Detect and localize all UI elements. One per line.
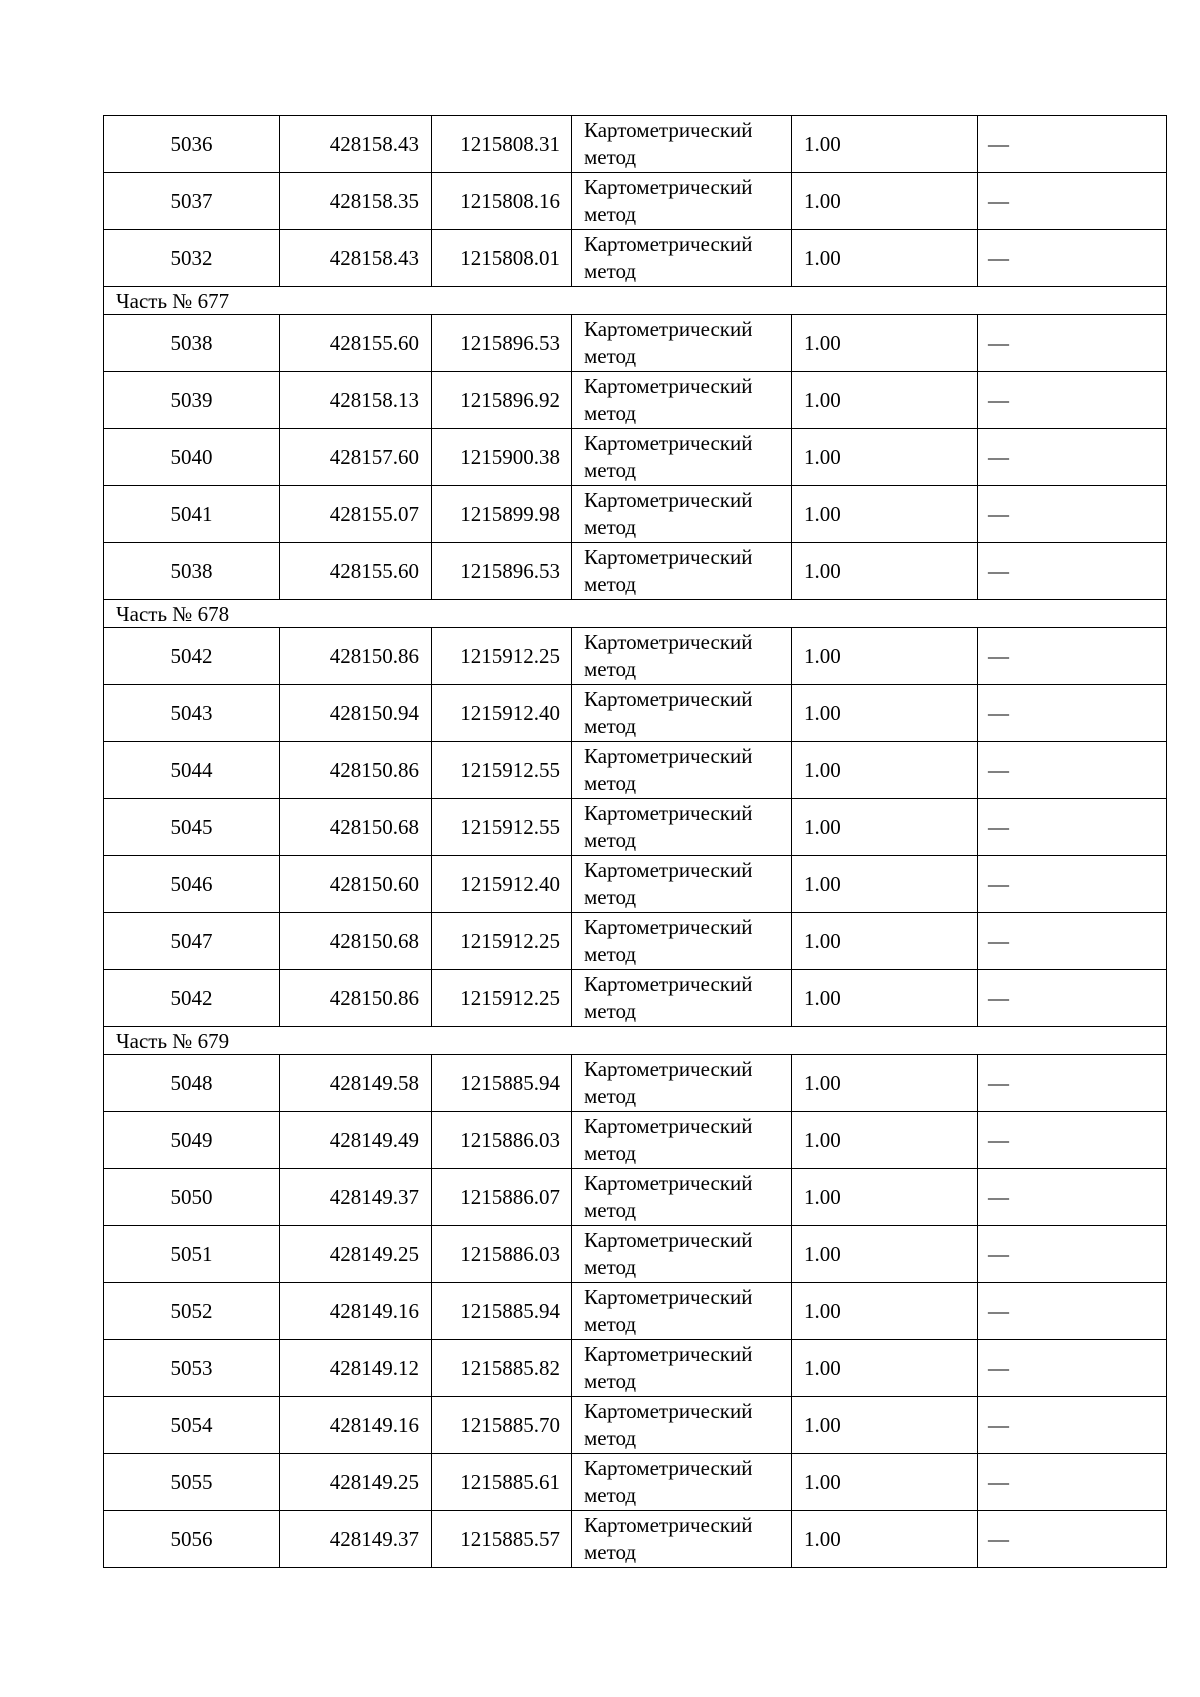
accuracy-cell: 1.00 [792, 486, 978, 543]
point-number-cell: 5046 [104, 856, 280, 913]
y-coordinate-cell: 1215896.53 [432, 543, 572, 600]
accuracy-cell: 1.00 [792, 685, 978, 742]
point-number-cell: 5037 [104, 173, 280, 230]
note-cell: — [978, 685, 1167, 742]
point-number-cell: 5032 [104, 230, 280, 287]
method-cell: Картометрический метод [572, 742, 792, 799]
point-number-cell: 5047 [104, 913, 280, 970]
note-cell: — [978, 486, 1167, 543]
note-cell: — [978, 1397, 1167, 1454]
y-coordinate-cell: 1215885.70 [432, 1397, 572, 1454]
note-cell: — [978, 372, 1167, 429]
accuracy-cell: 1.00 [792, 970, 978, 1027]
y-coordinate-cell: 1215885.94 [432, 1055, 572, 1112]
table-row [104, 429, 1167, 486]
part-label: Часть № 677 [104, 287, 1167, 315]
accuracy-cell: 1.00 [792, 1511, 978, 1568]
method-cell: Картометрический метод [572, 799, 792, 856]
table-row [104, 1112, 1167, 1169]
table-row [104, 1397, 1167, 1454]
x-coordinate-cell: 428158.43 [280, 230, 432, 287]
method-cell: Картометрический метод [572, 913, 792, 970]
note-cell: — [978, 543, 1167, 600]
note-cell: — [978, 913, 1167, 970]
note-cell: — [978, 315, 1167, 372]
method-cell: Картометрический метод [572, 315, 792, 372]
table-row [104, 799, 1167, 856]
y-coordinate-cell: 1215912.40 [432, 685, 572, 742]
y-coordinate-cell: 1215912.55 [432, 799, 572, 856]
y-coordinate-cell: 1215896.53 [432, 315, 572, 372]
note-cell: — [978, 1055, 1167, 1112]
method-cell: Картометрический метод [572, 372, 792, 429]
table-row [104, 1169, 1167, 1226]
y-coordinate-cell: 1215900.38 [432, 429, 572, 486]
x-coordinate-cell: 428149.37 [280, 1511, 432, 1568]
method-cell: Картометрический метод [572, 1511, 792, 1568]
table-row [104, 116, 1167, 173]
accuracy-cell: 1.00 [792, 1226, 978, 1283]
method-cell: Картометрический метод [572, 1340, 792, 1397]
note-cell: — [978, 1283, 1167, 1340]
point-number-cell: 5045 [104, 799, 280, 856]
table-row [104, 1511, 1167, 1568]
point-number-cell: 5054 [104, 1397, 280, 1454]
point-number-cell: 5040 [104, 429, 280, 486]
y-coordinate-cell: 1215886.07 [432, 1169, 572, 1226]
x-coordinate-cell: 428149.25 [280, 1454, 432, 1511]
method-cell: Картометрический метод [572, 486, 792, 543]
point-number-cell: 5048 [104, 1055, 280, 1112]
table-row [104, 742, 1167, 799]
method-cell: Картометрический метод [572, 1055, 792, 1112]
part-header-row [104, 287, 1167, 315]
table-row [104, 685, 1167, 742]
accuracy-cell: 1.00 [792, 1397, 978, 1454]
x-coordinate-cell: 428150.68 [280, 799, 432, 856]
accuracy-cell: 1.00 [792, 116, 978, 173]
method-cell: Картометрический метод [572, 685, 792, 742]
y-coordinate-cell: 1215886.03 [432, 1112, 572, 1169]
method-cell: Картометрический метод [572, 429, 792, 486]
x-coordinate-cell: 428158.43 [280, 116, 432, 173]
y-coordinate-cell: 1215899.98 [432, 486, 572, 543]
note-cell: — [978, 856, 1167, 913]
x-coordinate-cell: 428150.86 [280, 970, 432, 1027]
x-coordinate-cell: 428150.86 [280, 628, 432, 685]
table-row [104, 628, 1167, 685]
part-label: Часть № 679 [104, 1027, 1167, 1055]
table-row [104, 543, 1167, 600]
point-number-cell: 5042 [104, 628, 280, 685]
y-coordinate-cell: 1215886.03 [432, 1226, 572, 1283]
point-number-cell: 5043 [104, 685, 280, 742]
method-cell: Картометрический метод [572, 1454, 792, 1511]
table-row [104, 1226, 1167, 1283]
point-number-cell: 5042 [104, 970, 280, 1027]
y-coordinate-cell: 1215912.25 [432, 628, 572, 685]
accuracy-cell: 1.00 [792, 856, 978, 913]
accuracy-cell: 1.00 [792, 315, 978, 372]
method-cell: Картометрический метод [572, 173, 792, 230]
point-number-cell: 5053 [104, 1340, 280, 1397]
accuracy-cell: 1.00 [792, 372, 978, 429]
x-coordinate-cell: 428158.35 [280, 173, 432, 230]
point-number-cell: 5039 [104, 372, 280, 429]
accuracy-cell: 1.00 [792, 1055, 978, 1112]
accuracy-cell: 1.00 [792, 173, 978, 230]
note-cell: — [978, 1454, 1167, 1511]
x-coordinate-cell: 428155.60 [280, 543, 432, 600]
method-cell: Картометрический метод [572, 543, 792, 600]
point-number-cell: 5055 [104, 1454, 280, 1511]
table-row [104, 173, 1167, 230]
x-coordinate-cell: 428149.16 [280, 1397, 432, 1454]
table-row [104, 1454, 1167, 1511]
y-coordinate-cell: 1215896.92 [432, 372, 572, 429]
accuracy-cell: 1.00 [792, 1169, 978, 1226]
x-coordinate-cell: 428150.94 [280, 685, 432, 742]
part-label: Часть № 678 [104, 600, 1167, 628]
point-number-cell: 5049 [104, 1112, 280, 1169]
x-coordinate-cell: 428149.58 [280, 1055, 432, 1112]
table-row [104, 1340, 1167, 1397]
x-coordinate-cell: 428149.25 [280, 1226, 432, 1283]
method-cell: Картометрический метод [572, 116, 792, 173]
note-cell: — [978, 1226, 1167, 1283]
y-coordinate-cell: 1215912.40 [432, 856, 572, 913]
table-row [104, 970, 1167, 1027]
y-coordinate-cell: 1215912.55 [432, 742, 572, 799]
method-cell: Картометрический метод [572, 1397, 792, 1454]
table-row [104, 315, 1167, 372]
note-cell: — [978, 742, 1167, 799]
y-coordinate-cell: 1215808.01 [432, 230, 572, 287]
table-row [104, 1283, 1167, 1340]
method-cell: Картометрический метод [572, 970, 792, 1027]
y-coordinate-cell: 1215808.31 [432, 116, 572, 173]
method-cell: Картометрический метод [572, 856, 792, 913]
point-number-cell: 5044 [104, 742, 280, 799]
point-number-cell: 5050 [104, 1169, 280, 1226]
note-cell: — [978, 230, 1167, 287]
coordinates-table [103, 115, 1167, 1568]
note-cell: — [978, 1169, 1167, 1226]
accuracy-cell: 1.00 [792, 543, 978, 600]
point-number-cell: 5038 [104, 315, 280, 372]
x-coordinate-cell: 428158.13 [280, 372, 432, 429]
point-number-cell: 5052 [104, 1283, 280, 1340]
note-cell: — [978, 799, 1167, 856]
x-coordinate-cell: 428149.49 [280, 1112, 432, 1169]
table-row [104, 372, 1167, 429]
table-row [104, 1055, 1167, 1112]
y-coordinate-cell: 1215885.61 [432, 1454, 572, 1511]
point-number-cell: 5038 [104, 543, 280, 600]
note-cell: — [978, 628, 1167, 685]
method-cell: Картометрический метод [572, 1283, 792, 1340]
point-number-cell: 5041 [104, 486, 280, 543]
accuracy-cell: 1.00 [792, 1454, 978, 1511]
note-cell: — [978, 116, 1167, 173]
accuracy-cell: 1.00 [792, 742, 978, 799]
accuracy-cell: 1.00 [792, 913, 978, 970]
method-cell: Картометрический метод [572, 1226, 792, 1283]
point-number-cell: 5051 [104, 1226, 280, 1283]
method-cell: Картометрический метод [572, 230, 792, 287]
note-cell: — [978, 970, 1167, 1027]
point-number-cell: 5056 [104, 1511, 280, 1568]
y-coordinate-cell: 1215885.82 [432, 1340, 572, 1397]
table-body [104, 116, 1167, 1568]
note-cell: — [978, 1511, 1167, 1568]
y-coordinate-cell: 1215808.16 [432, 173, 572, 230]
x-coordinate-cell: 428157.60 [280, 429, 432, 486]
method-cell: Картометрический метод [572, 1169, 792, 1226]
method-cell: Картометрический метод [572, 1112, 792, 1169]
accuracy-cell: 1.00 [792, 230, 978, 287]
x-coordinate-cell: 428149.12 [280, 1340, 432, 1397]
table-row [104, 856, 1167, 913]
note-cell: — [978, 1112, 1167, 1169]
accuracy-cell: 1.00 [792, 1283, 978, 1340]
y-coordinate-cell: 1215885.94 [432, 1283, 572, 1340]
accuracy-cell: 1.00 [792, 429, 978, 486]
point-number-cell: 5036 [104, 116, 280, 173]
method-cell: Картометрический метод [572, 628, 792, 685]
accuracy-cell: 1.00 [792, 799, 978, 856]
y-coordinate-cell: 1215912.25 [432, 913, 572, 970]
x-coordinate-cell: 428155.07 [280, 486, 432, 543]
x-coordinate-cell: 428150.86 [280, 742, 432, 799]
x-coordinate-cell: 428149.16 [280, 1283, 432, 1340]
note-cell: — [978, 429, 1167, 486]
part-header-row [104, 600, 1167, 628]
x-coordinate-cell: 428150.60 [280, 856, 432, 913]
table-row [104, 230, 1167, 287]
accuracy-cell: 1.00 [792, 1340, 978, 1397]
accuracy-cell: 1.00 [792, 628, 978, 685]
note-cell: — [978, 173, 1167, 230]
y-coordinate-cell: 1215912.25 [432, 970, 572, 1027]
table-row [104, 913, 1167, 970]
x-coordinate-cell: 428149.37 [280, 1169, 432, 1226]
y-coordinate-cell: 1215885.57 [432, 1511, 572, 1568]
x-coordinate-cell: 428155.60 [280, 315, 432, 372]
accuracy-cell: 1.00 [792, 1112, 978, 1169]
x-coordinate-cell: 428150.68 [280, 913, 432, 970]
part-header-row [104, 1027, 1167, 1055]
table-row [104, 486, 1167, 543]
note-cell: — [978, 1340, 1167, 1397]
